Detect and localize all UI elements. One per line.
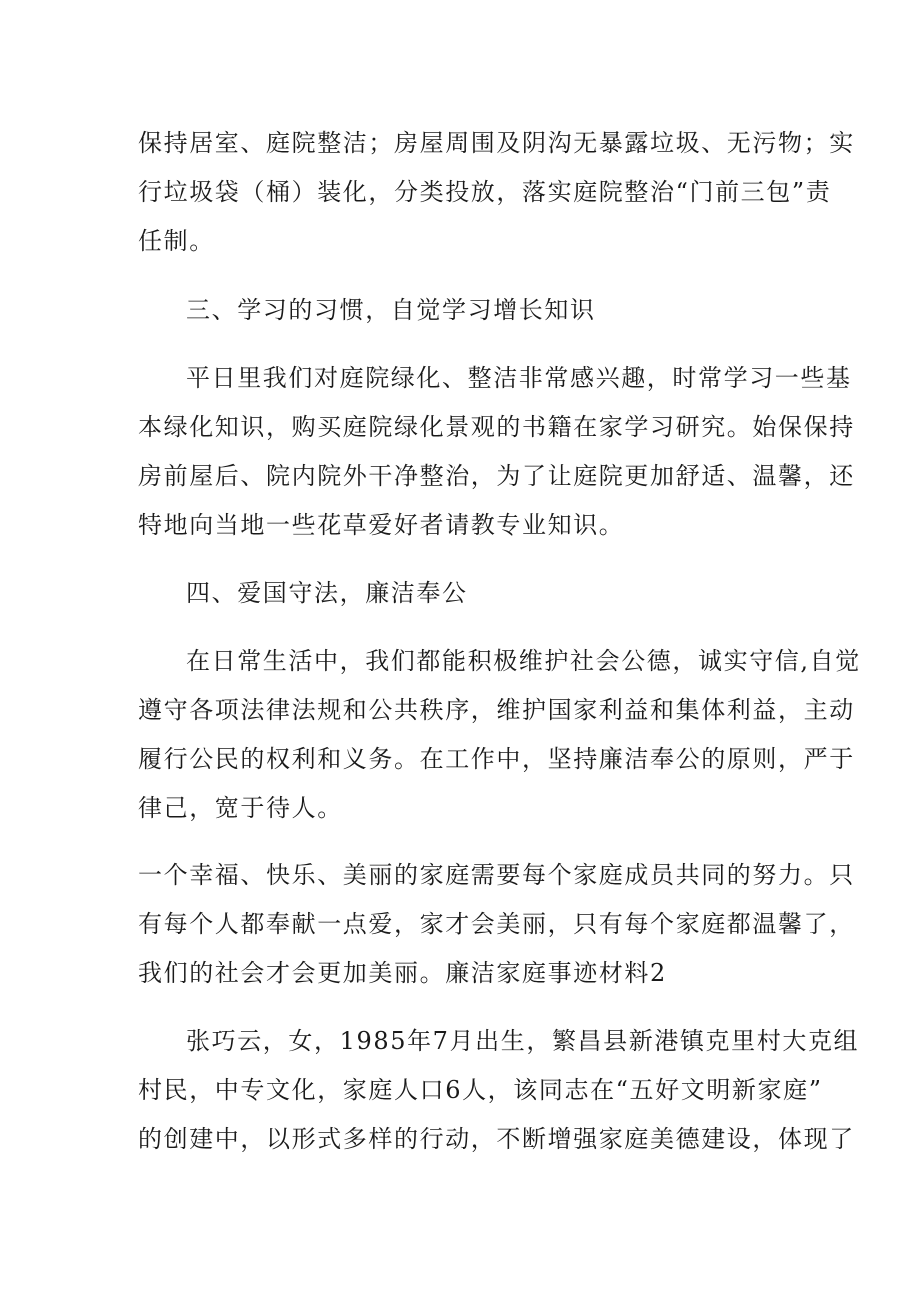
paragraph-2-line-4: 特地向当地一些花草爱好者请教专业知识。 bbox=[138, 511, 625, 539]
paragraph-5-line-1: 张巧云，女，1985年7月出生，繁昌县新港镇克里村大克组 bbox=[186, 1027, 860, 1055]
paragraph-3-line-2: 遵守各项法律法规和公共秩序，维护国家利益和集体利益，主动 bbox=[138, 696, 855, 724]
paragraph-4-line-1: 一个幸福、快乐、美丽的家庭需要每个家庭成员共同的努力。只 bbox=[138, 861, 855, 889]
paragraph-3-line-1: 在日常生活中，我们都能积极维护社会公德，诚实守信,自觉 bbox=[186, 647, 861, 675]
paragraph-1-line-3: 任制。 bbox=[138, 227, 215, 255]
paragraph-4-line-3: 我们的社会才会更加美丽。廉洁家庭事迹材料2 bbox=[138, 959, 667, 987]
paragraph-3-line-4: 律己，宽于待人。 bbox=[138, 794, 343, 822]
paragraph-2-line-2: 本绿化知识，购买庭院绿化景观的书籍在家学习研究。始保保持 bbox=[138, 413, 855, 441]
section-heading-3: 三、学习的习惯，自觉学习增长知识 bbox=[186, 296, 596, 324]
paragraph-5-line-2: 村民，中专文化，家庭人口6人，该同志在“五好文明新家庭” bbox=[138, 1076, 823, 1104]
paragraph-5-line-3: 的创建中，以形式多样的行动，不断增强家庭美德建设，体现了 bbox=[138, 1125, 855, 1153]
paragraph-4-line-2: 有每个人都奉献一点爱，家才会美丽，只有每个家庭都温馨了， bbox=[138, 910, 855, 938]
paragraph-3-line-3: 履行公民的权利和义务。在工作中，坚持廉洁奉公的原则，严于 bbox=[138, 745, 855, 773]
paragraph-2-line-1: 平日里我们对庭院绿化、整洁非常感兴趣，时常学习一些基 bbox=[186, 364, 852, 392]
paragraph-1-line-2: 行垃圾袋（桶）装化，分类投放，落实庭院整治“门前三包”责 bbox=[138, 178, 832, 206]
paragraph-2-line-3: 房前屋后、院内院外干净整治，为了让庭院更加舒适、温馨，还 bbox=[138, 462, 855, 490]
section-heading-4: 四、爱国守法，廉洁奉公 bbox=[186, 579, 468, 607]
paragraph-1-line-1: 保持居室、庭院整洁；房屋周围及阴沟无暴露垃圾、无污物；实 bbox=[138, 129, 855, 157]
